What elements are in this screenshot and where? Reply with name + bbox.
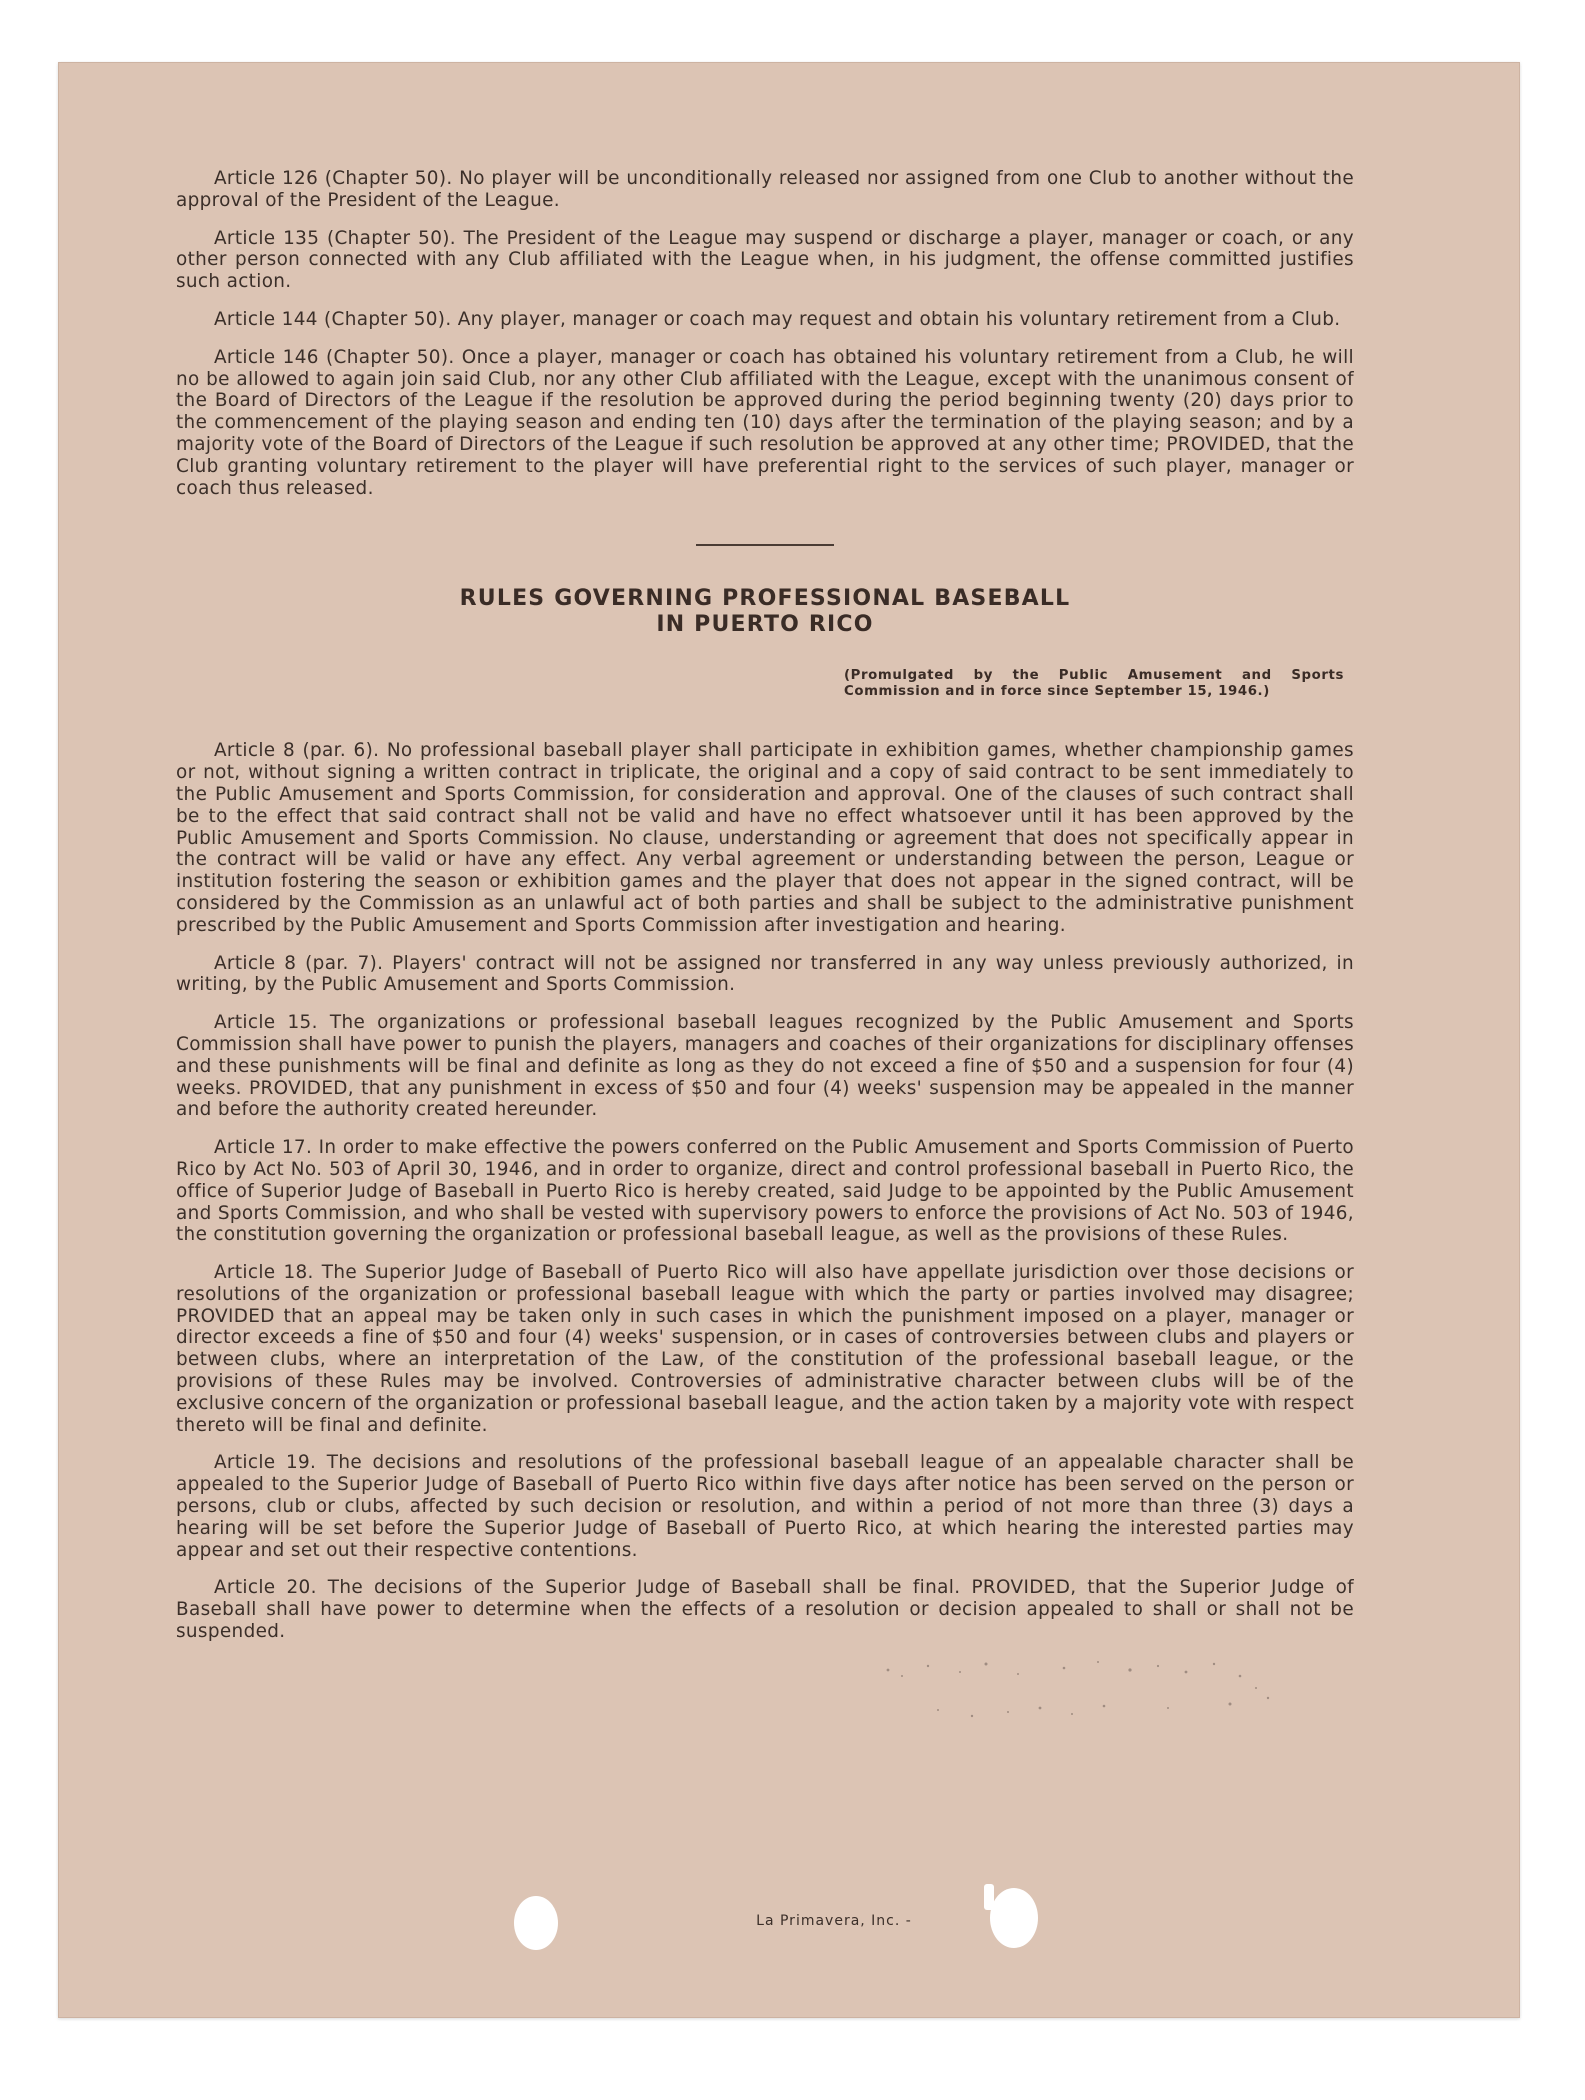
section-divider bbox=[696, 544, 834, 546]
printer-footer: La Primavera, Inc. - bbox=[756, 1913, 912, 1929]
article-20: Article 20. The decisions of the Superior Judge of Baseball shall be final. PROVIDED, that the Superior Judge of Baseball shall have power to determine when the effects of a resolution or decision appealed to shall or shall not be suspended. bbox=[176, 1577, 1354, 1643]
article-17: Article 17. In order to make effective the powers conferred on the Public Amusement and Sports Commission of Puerto Rico by Act No. 503 of April 30, 1946, and in order to organize, direct and control professional baseball in Puerto Rico, the office of Superior Judge of Baseball in Puerto Rico is hereby created, said Judge to be appointed by the Public Amusement and Sports Commission, and who shall be vested with supervisory powers to enforce the provisions of Act No. 503 of 1946, the constitution governing the organization or professional baseball league, as well as the provisions of these Rules. bbox=[176, 1137, 1354, 1246]
article-135: Article 135 (Chapter 50). The President of the League may suspend or discharge a player, manager or coach, or any other person connected with any Club affiliated with the League when, in his judgment, the offense committed justifies such action. bbox=[176, 227, 1354, 293]
ink-specks bbox=[868, 1658, 1288, 1738]
article-19: Article 19. The decisions and resolutions of the professional baseball league of an appealable character shall be appealed to the Superior Judge of Baseball of Puerto Rico within five days after notice has been served on the person or persons, club or clubs, affected by such decision or resolution, and within a period of not more than three (3) days a hearing will be set before the Superior Judge of Baseball of Puerto Rico, at which hearing the interested parties may appear and set out their respective contentions. bbox=[176, 1452, 1354, 1561]
document-sheet bbox=[58, 62, 1520, 2018]
article-146: Article 146 (Chapter 50). Once a player, manager or coach has obtained his voluntary retirement from a Club, he will no be allowed to again join said Club, nor any other Club affiliated with the League, except with the unanimous consent of the Board of Directors of the League if the resolution be approved during the period beginning twenty (20) days prior to the commencement of the playing season and ending ten (10) days after the termination of the playing season; and by a majority vote of the Board of Directors of the League if such resolution be approved at any other time; PROVIDED, that the Club granting voluntary retirement to the player will have preferential right to the services of such player, manager or coach thus released. bbox=[176, 346, 1354, 499]
article-8-par-6: Article 8 (par. 6). No professional baseball player shall participate in exhibition games, whether championship games or not, without signing a written contract in triplicate, the original and a copy of said contract to be sent immediately to the Public Amusement and Sports Commission, for consideration and approval. One of the clauses of such contract shall be to the effect that said contract shall not be valid and have no effect whatsoever until it has been approved by the Public Amusement and Sports Commission. No clause, understanding or agreement that does not specifically appear in the contract will be valid or have any effect. Any verbal agreement or understanding between the person, League or institution fostering the season or exhibition games and the player that does not appear in the signed contract, will be considered by the Commission as an unlawful act of both parties and shall be subject to the administrative punishment prescribed by the Public Amusement and Sports Commission after investigation and hearing. bbox=[176, 740, 1354, 936]
article-8-par-7: Article 8 (par. 7). Players' contract will not be assigned nor transferred in any way unless previously authorized, in writing, by the Public Amusement and Sports Commission. bbox=[176, 952, 1354, 996]
section-title-line1: RULES GOVERNING PROFESSIONAL BASEBALL bbox=[459, 586, 1071, 612]
section-title-line2: IN PUERTO RICO bbox=[656, 612, 874, 638]
section-title bbox=[176, 586, 1354, 638]
article-144: Article 144 (Chapter 50). Any player, manager or coach may request and obtain his voluntary retirement from a Club. bbox=[214, 308, 1341, 330]
article-15: Article 15. The organizations or professional baseball leagues recognized by the Public Amusement and Sports Commission shall have power to punish the players, managers and coaches of their organizations for disciplinary offenses and these punishments will be final and definite as long as they do not exceed a fine of $50 and a suspension for four (4) weeks. PROVIDED, that any punishment in excess of $50 and four (4) weeks' suspension may be appealed in the manner and before the authority created hereunder. bbox=[176, 1012, 1354, 1121]
promulgation-note: (Promulgated by the Public Amusement and Sports Commission and in force since September 15, 1946.) bbox=[844, 668, 1344, 700]
article-18: Article 18. The Superior Judge of Baseball of Puerto Rico will also have appellate jurisdiction over those decisions or resolutions of the organization or professional baseball league with which the party or parties involved may disagree; PROVIDED that an appeal may be taken only in such cases in which the punishment imposed on a player, manager or director exceeds a fine of $50 and four (4) weeks' suspension, or in cases of controversies between clubs and players or between clubs, where an interpretation of the Law, of the constitution of the professional baseball league, or the provisions of these Rules may be involved. Controversies of administrative character between clubs will be of the exclusive concern of the organization or professional baseball league, and the action taken by a majority vote with respect thereto will be final and definite. bbox=[176, 1262, 1354, 1436]
article-126: Article 126 (Chapter 50). No player will be unconditionally released nor assigned from one Club to another without the approval of the President of the League. bbox=[176, 168, 1354, 211]
document-body bbox=[176, 168, 1354, 1659]
